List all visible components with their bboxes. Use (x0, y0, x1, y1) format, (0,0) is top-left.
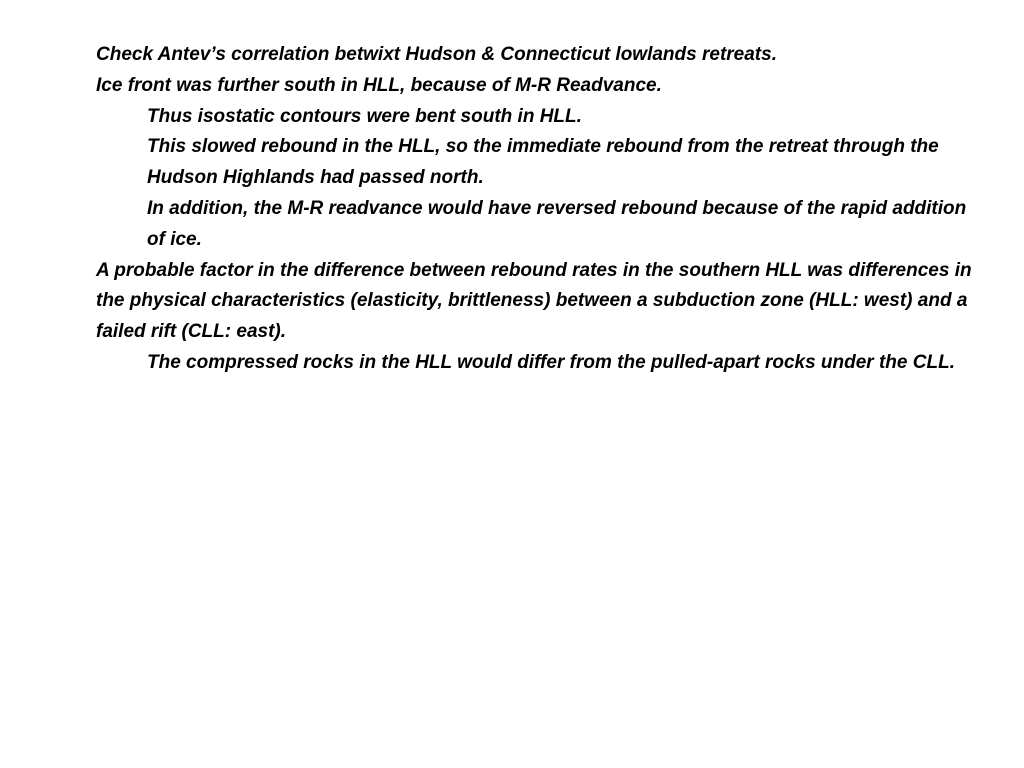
paragraph-compressed-rocks: The compressed rocks in the HLL would differ from the pulled-apart rocks under the CLL. (147, 351, 955, 373)
paragraph-reversed-rebound: In addition, the M-R readvance would have reversed rebound because of the rapid addition of ice. (147, 197, 967, 250)
paragraph-slowed-rebound: This slowed rebound in the HLL, so the immediate rebound from the retreat through the Hudson Highlands had passed north. (147, 136, 939, 189)
body-text (96, 40, 976, 379)
paragraph-antev-correlation: Check Antev’s correlation betwixt Hudson & Connecticut lowlands retreats. (96, 44, 777, 65)
paragraph-ice-front: Ice front was further south in HLL, because of M-R Readvance. (96, 74, 662, 96)
paragraph-isostatic-contours: Thus isostatic contours were bent south in HLL. (147, 105, 582, 127)
paragraph-probable-factor: A probable factor in the difference between rebound rates in the southern HLL was differences in the physical characteristics (elasticity, brittleness) between a subduction zone (HLL: west) and a failed rift (CLL: east). (96, 259, 972, 343)
